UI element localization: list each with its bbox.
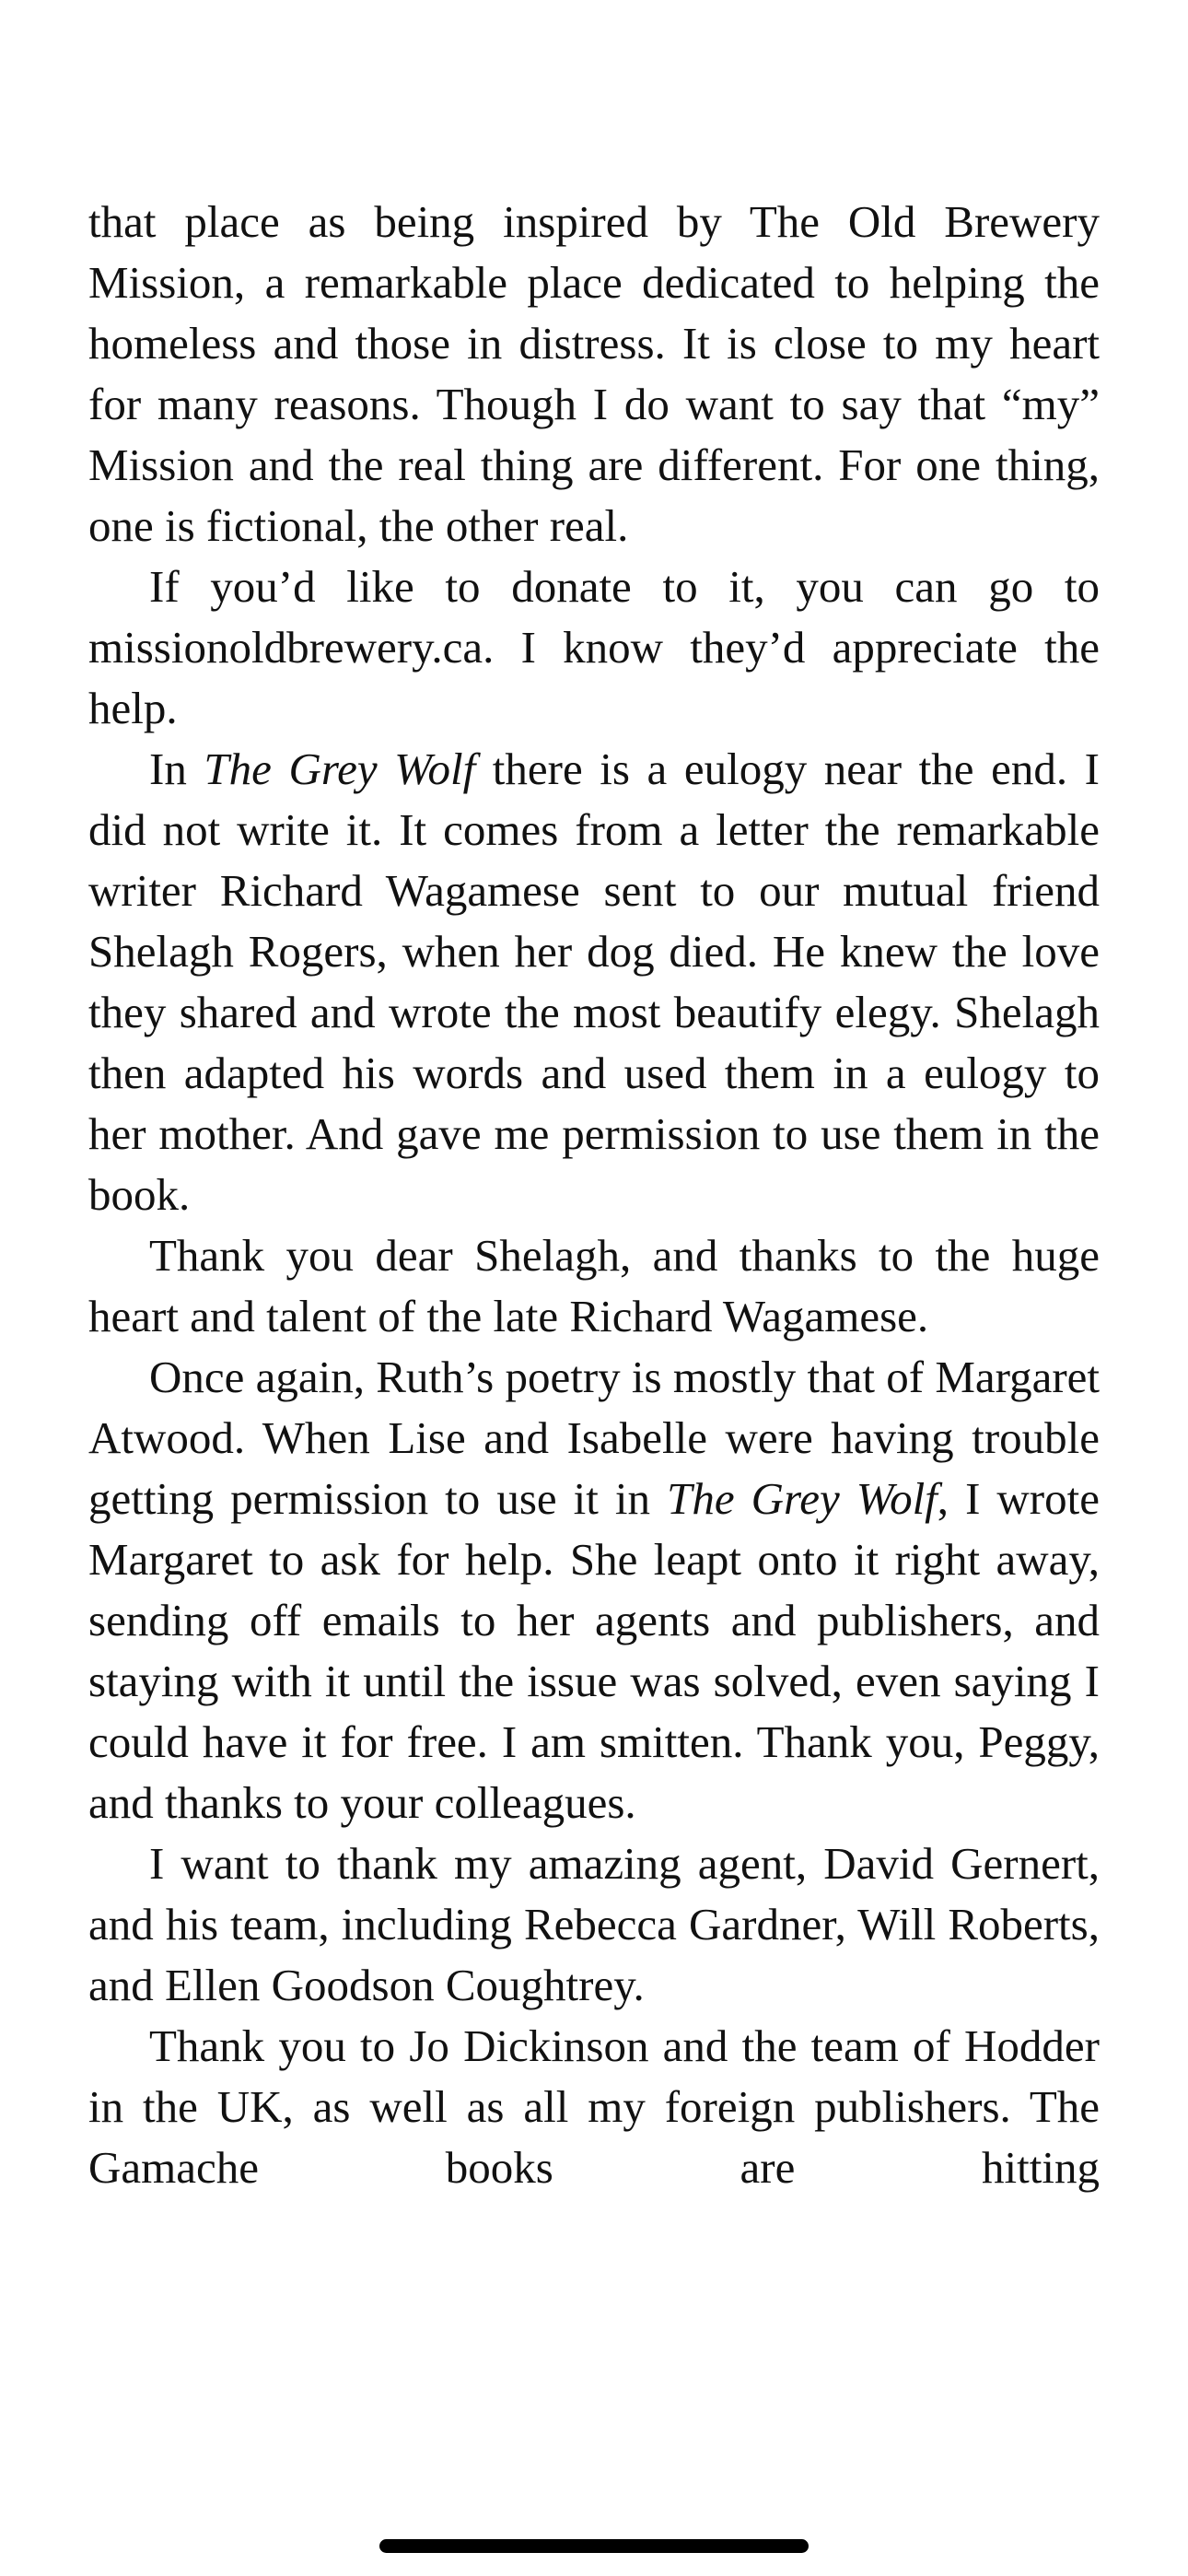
book-title-italic: The Grey Wolf — [667, 1473, 938, 1524]
paragraph-text: If you’d like to donate to it, you can go to missionoldbrewery.ca. I know they’d appreciate the help. — [88, 561, 1100, 733]
paragraph-2 — [88, 556, 1100, 739]
book-title-italic: The Grey Wolf — [204, 744, 476, 794]
paragraph-text: Thank you to Jo Dickinson and the team of Hodder in the UK, as well as all my foreign publishers. The Gamache books are hitting — [88, 2020, 1100, 2193]
paragraph-4 — [88, 1225, 1100, 1347]
paragraph-1 — [88, 192, 1100, 556]
home-indicator[interactable] — [379, 2539, 809, 2553]
reader-page — [88, 192, 1100, 2198]
paragraph-6 — [88, 1833, 1100, 2016]
paragraph-text: Thank you dear Shelagh, and thanks to the huge heart and talent of the late Richard Wagamese. — [88, 1230, 1100, 1341]
paragraph-text: , I wrote Margaret to ask for help. She leapt onto it right away, sending off emails to her agents and publishers, and staying with it until the issue was solved, even saying I could have it for free. I am smitten. Thank you, Peggy, and thanks to your colleagues. — [88, 1473, 1100, 1828]
paragraph-text: I want to thank my amazing agent, David Gernert, and his team, including Rebecca Gardner, Will Roberts, and Ellen Goodson Coughtrey. — [88, 1838, 1100, 2010]
paragraph-text: Once again, Ruth’s poetry is mostly that of Margaret Atwood. When Lise and Isabelle were having trouble getting permission to use it in — [88, 1352, 1100, 1524]
paragraph-7 — [88, 2016, 1100, 2198]
paragraph-3 — [88, 739, 1100, 1225]
paragraph-text: that place as being inspired by The Old Brewery Mission, a remarkable place dedicated to helping the homeless and those in distress. It is close to my heart for many reasons. Though I do want to say that “my” Mission and the real thing are different. For one thing, one is fictional, the other real. — [88, 196, 1100, 551]
paragraph-text: In — [149, 744, 204, 794]
paragraph-text: there is a eulogy near the end. I did not write it. It comes from a letter the remarkable writer Richard Wagamese sent to our mutual friend Shelagh Rogers, when her dog died. He knew the love they shared and wrote the most beautify elegy. Shelagh then adapted his words and used them in a eulogy to her mother. And gave me permission to use them in the book. — [88, 744, 1100, 1220]
paragraph-5 — [88, 1347, 1100, 1833]
